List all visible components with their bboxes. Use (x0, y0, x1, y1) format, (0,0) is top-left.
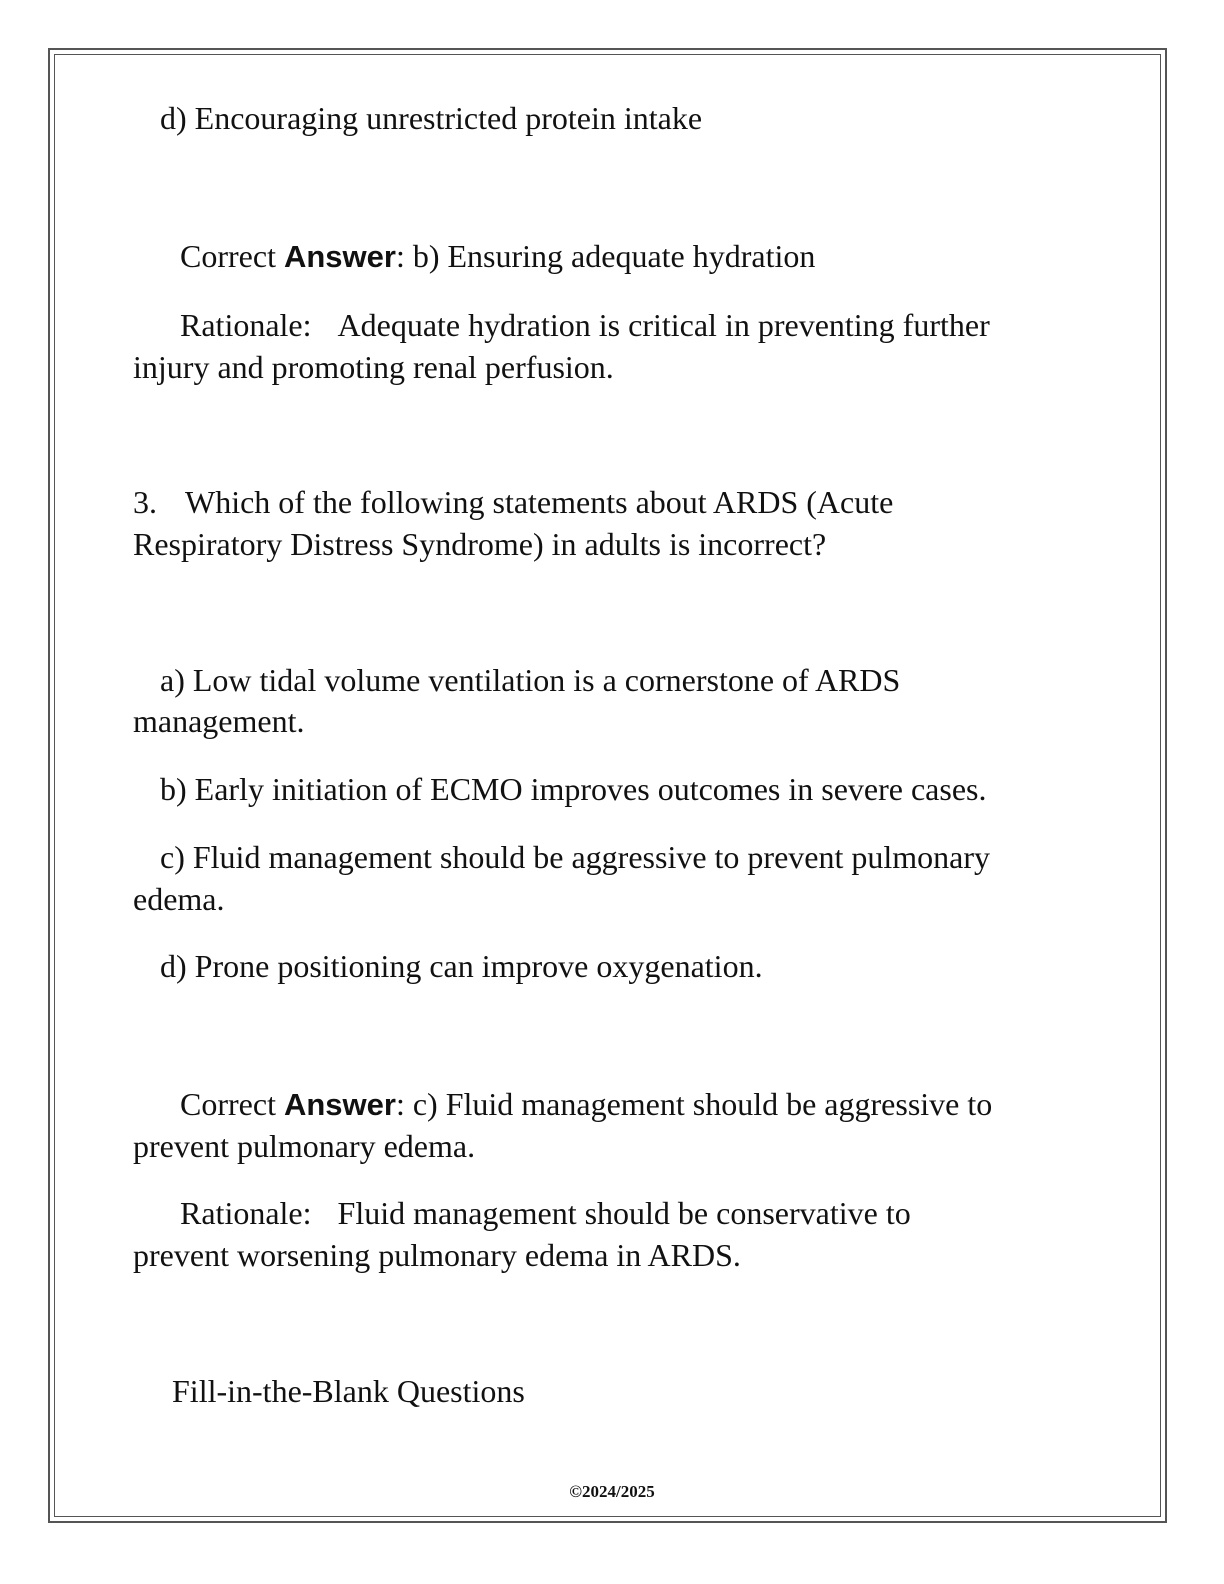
q3-rationale-text1: Fluid management should be conservative to (337, 1195, 911, 1231)
copyright-footer: ©2024/2025 (569, 1482, 655, 1501)
q2-answer-prefix: Correct (180, 238, 276, 274)
q3-number: 3. (133, 484, 157, 520)
q3-question-line2: Respiratory Distress Syndrome) in adults is incorrect? (133, 526, 827, 562)
q2-rationale-line2: injury and promoting renal perfusion. (133, 349, 614, 385)
q2-rationale-line1 (180, 304, 990, 346)
q3-option-b: b) Early initiation of ECMO improves outcomes in severe cases. (160, 771, 987, 807)
q3-answer-word: Answer (283, 1087, 396, 1122)
q3-correct-answer-line1 (180, 1083, 992, 1126)
q3-rationale-line2: prevent worsening pulmonary edema in ARDS. (133, 1237, 741, 1273)
q3-question-line1 (133, 481, 893, 523)
q3-question-text1: Which of the following statements about ARDS (Acute (185, 484, 894, 520)
q2-correct-answer (180, 235, 815, 278)
q3-option-a-line1: a) Low tidal volume ventilation is a cornerstone of ARDS (160, 662, 901, 698)
q3-rationale-label: Rationale: (180, 1195, 312, 1231)
q3-option-d: d) Prone positioning can improve oxygenation. (160, 948, 763, 984)
q2-answer-word: Answer (283, 239, 396, 274)
q2-rationale-label: Rationale: (180, 307, 312, 343)
q3-option-c-line1: c) Fluid management should be aggressive to prevent pulmonary (160, 839, 991, 875)
q3-rationale-line1 (180, 1192, 911, 1234)
section-heading: Fill-in-the-Blank Questions (172, 1373, 525, 1409)
q3-answer-prefix: Correct (180, 1086, 276, 1122)
q2-rationale-text1: Adequate hydration is critical in preventing further (337, 307, 990, 343)
q3-option-c-line2: edema. (133, 881, 225, 917)
q2-option-d: d) Encouraging unrestricted protein intake (160, 100, 703, 136)
q3-correct-answer-line2: prevent pulmonary edema. (133, 1128, 476, 1164)
q2-answer-text: : b) Ensuring adequate hydration (395, 238, 816, 274)
q3-answer-text1: : c) Fluid management should be aggressive to (395, 1086, 993, 1122)
q3-option-a-line2: management. (133, 703, 305, 739)
